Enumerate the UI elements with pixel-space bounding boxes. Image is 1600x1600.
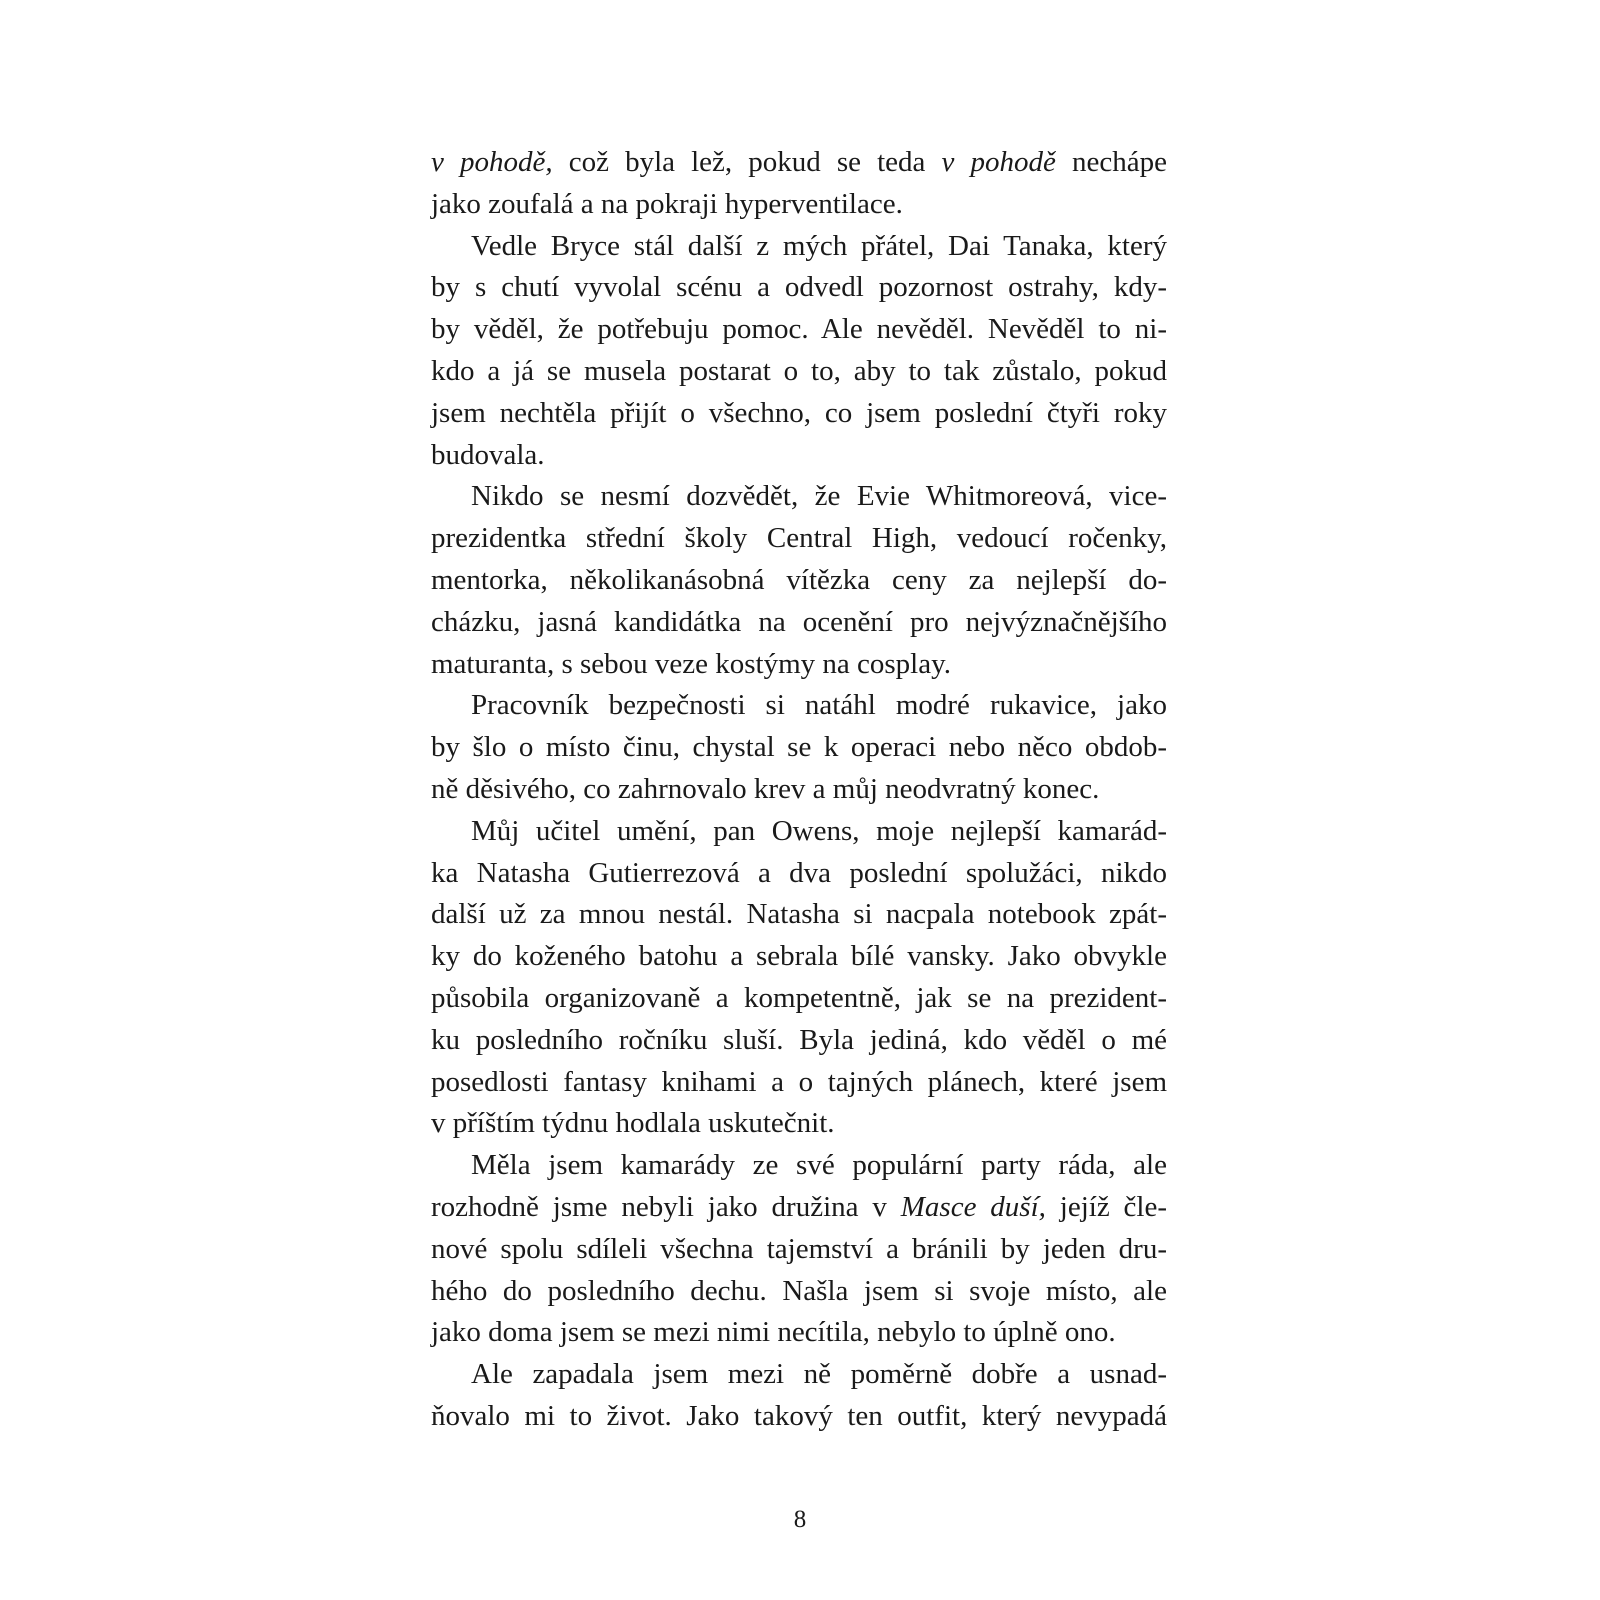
- page-number: 8: [793, 1506, 807, 1533]
- italic-text: v pohodě: [941, 146, 1056, 178]
- text-segment: ňovalo mi to život. Jako takový ten outfit, který nevypadá: [431, 1399, 1167, 1432]
- text-line: [431, 518, 1167, 560]
- text-segment: což byla lež, pokud se teda: [552, 146, 942, 178]
- text-segment: jako zoufalá a na pokraji hyperventilace.: [431, 187, 903, 220]
- text-segment: nechápe: [1055, 146, 1167, 178]
- text-line: [431, 351, 1167, 393]
- text-segment: cházku, jasná kandidátka na ocenění pro nejvýznačnějšího: [431, 605, 1167, 638]
- text-line: [431, 1103, 1167, 1145]
- text-segment: budovala.: [431, 438, 545, 471]
- text-segment: by věděl, že potřebuju pomoc. Ale nevěděl. Nevěděl to ni-: [431, 313, 1167, 346]
- text-segment: Pracovník bezpečnosti si natáhl modré rukavice, jako: [471, 689, 1167, 722]
- text-segment: nové spolu sdíleli všechna tajemství a bránili by jeden dru-: [431, 1232, 1167, 1265]
- text-segment: jejíž čle-: [1045, 1190, 1168, 1223]
- text-segment: v příštím týdnu hodlala uskutečnit.: [431, 1107, 835, 1140]
- text-line: [431, 1062, 1167, 1104]
- text-line: [431, 1354, 1167, 1396]
- text-line: [431, 978, 1167, 1020]
- text-segment: působila organizovaně a kompetentně, jak se na prezident-: [431, 981, 1167, 1014]
- text-line: [431, 184, 1167, 226]
- text-segment: kdo a já se musela postarat o to, aby to tak zůstalo, pokud: [431, 354, 1167, 387]
- text-line: [431, 853, 1167, 895]
- text-segment: další už za mnou nestál. Natasha si nacpala notebook zpát-: [431, 898, 1167, 931]
- text-segment: ně děsivého, co zahrnovalo krev a můj neodvratný konec.: [431, 772, 1100, 805]
- italic-text: v pohodě,: [431, 146, 553, 178]
- text-line: [431, 435, 1167, 477]
- text-line: [431, 1312, 1167, 1354]
- text-line: [431, 894, 1167, 936]
- text-segment: prezidentka střední školy Central High, vedoucí ročenky,: [431, 522, 1167, 555]
- text-line: [431, 560, 1167, 602]
- text-segment: mentorka, několikanásobná vítězka ceny za nejlepší do-: [431, 563, 1167, 596]
- text-line: [431, 1396, 1167, 1438]
- text-line: [431, 936, 1167, 978]
- text-segment: jako doma jsem se mezi nimi necítila, nebylo to úplně ono.: [431, 1316, 1116, 1349]
- text-segment: hého do posledního dechu. Našla jsem si svoje místo, ale: [431, 1274, 1167, 1307]
- text-line: [431, 1229, 1167, 1271]
- text-line: [431, 602, 1167, 644]
- text-line: [431, 811, 1167, 853]
- text-segment: Ale zapadala jsem mezi ně poměrně dobře a usnad-: [471, 1358, 1167, 1391]
- text-segment: ka Natasha Gutierrezová a dva poslední spolužáci, nikdo: [431, 856, 1167, 889]
- text-line: [431, 309, 1167, 351]
- text-segment: ky do koženého batohu a sebrala bílé vansky. Jako obvykle: [431, 940, 1167, 973]
- text-segment: rozhodně jsme nebyli jako družina v: [431, 1190, 901, 1223]
- italic-text: Masce duší,: [900, 1190, 1046, 1223]
- text-segment: Měla jsem kamarády ze své populární party ráda, ale: [471, 1149, 1167, 1182]
- text-segment: jsem nechtěla přijít o všechno, co jsem poslední čtyři roky: [431, 396, 1167, 429]
- text-segment: Nikdo se nesmí dozvědět, že Evie Whitmoreová, vice-: [471, 480, 1167, 513]
- text-line: [431, 226, 1167, 268]
- text-line: [431, 769, 1167, 811]
- text-segment: Vedle Bryce stál další z mých přátel, Dai Tanaka, který: [471, 229, 1167, 262]
- text-line: [431, 142, 1167, 184]
- text-segment: ku posledního ročníku sluší. Byla jediná, kdo věděl o mé: [431, 1023, 1167, 1056]
- text-line: [431, 1187, 1167, 1229]
- text-segment: Můj učitel umění, pan Owens, moje nejlepší kamarád-: [471, 814, 1167, 847]
- text-line: [431, 393, 1167, 435]
- text-line: [431, 1020, 1167, 1062]
- text-segment: by s chutí vyvolal scénu a odvedl pozornost ostrahy, kdy-: [431, 271, 1167, 304]
- text-segment: maturanta, s sebou veze kostýmy na cosplay.: [431, 647, 951, 680]
- text-segment: by šlo o místo činu, chystal se k operaci nebo něco obdob-: [431, 731, 1167, 764]
- body-text: [431, 142, 1167, 1438]
- text-line: [431, 476, 1167, 518]
- text-line: [431, 1145, 1167, 1187]
- text-line: [431, 685, 1167, 727]
- text-segment: posedlosti fantasy knihami a o tajných plánech, které jsem: [431, 1065, 1167, 1098]
- text-line: [431, 727, 1167, 769]
- text-line: [431, 1271, 1167, 1313]
- text-line: [431, 644, 1167, 686]
- text-line: [431, 267, 1167, 309]
